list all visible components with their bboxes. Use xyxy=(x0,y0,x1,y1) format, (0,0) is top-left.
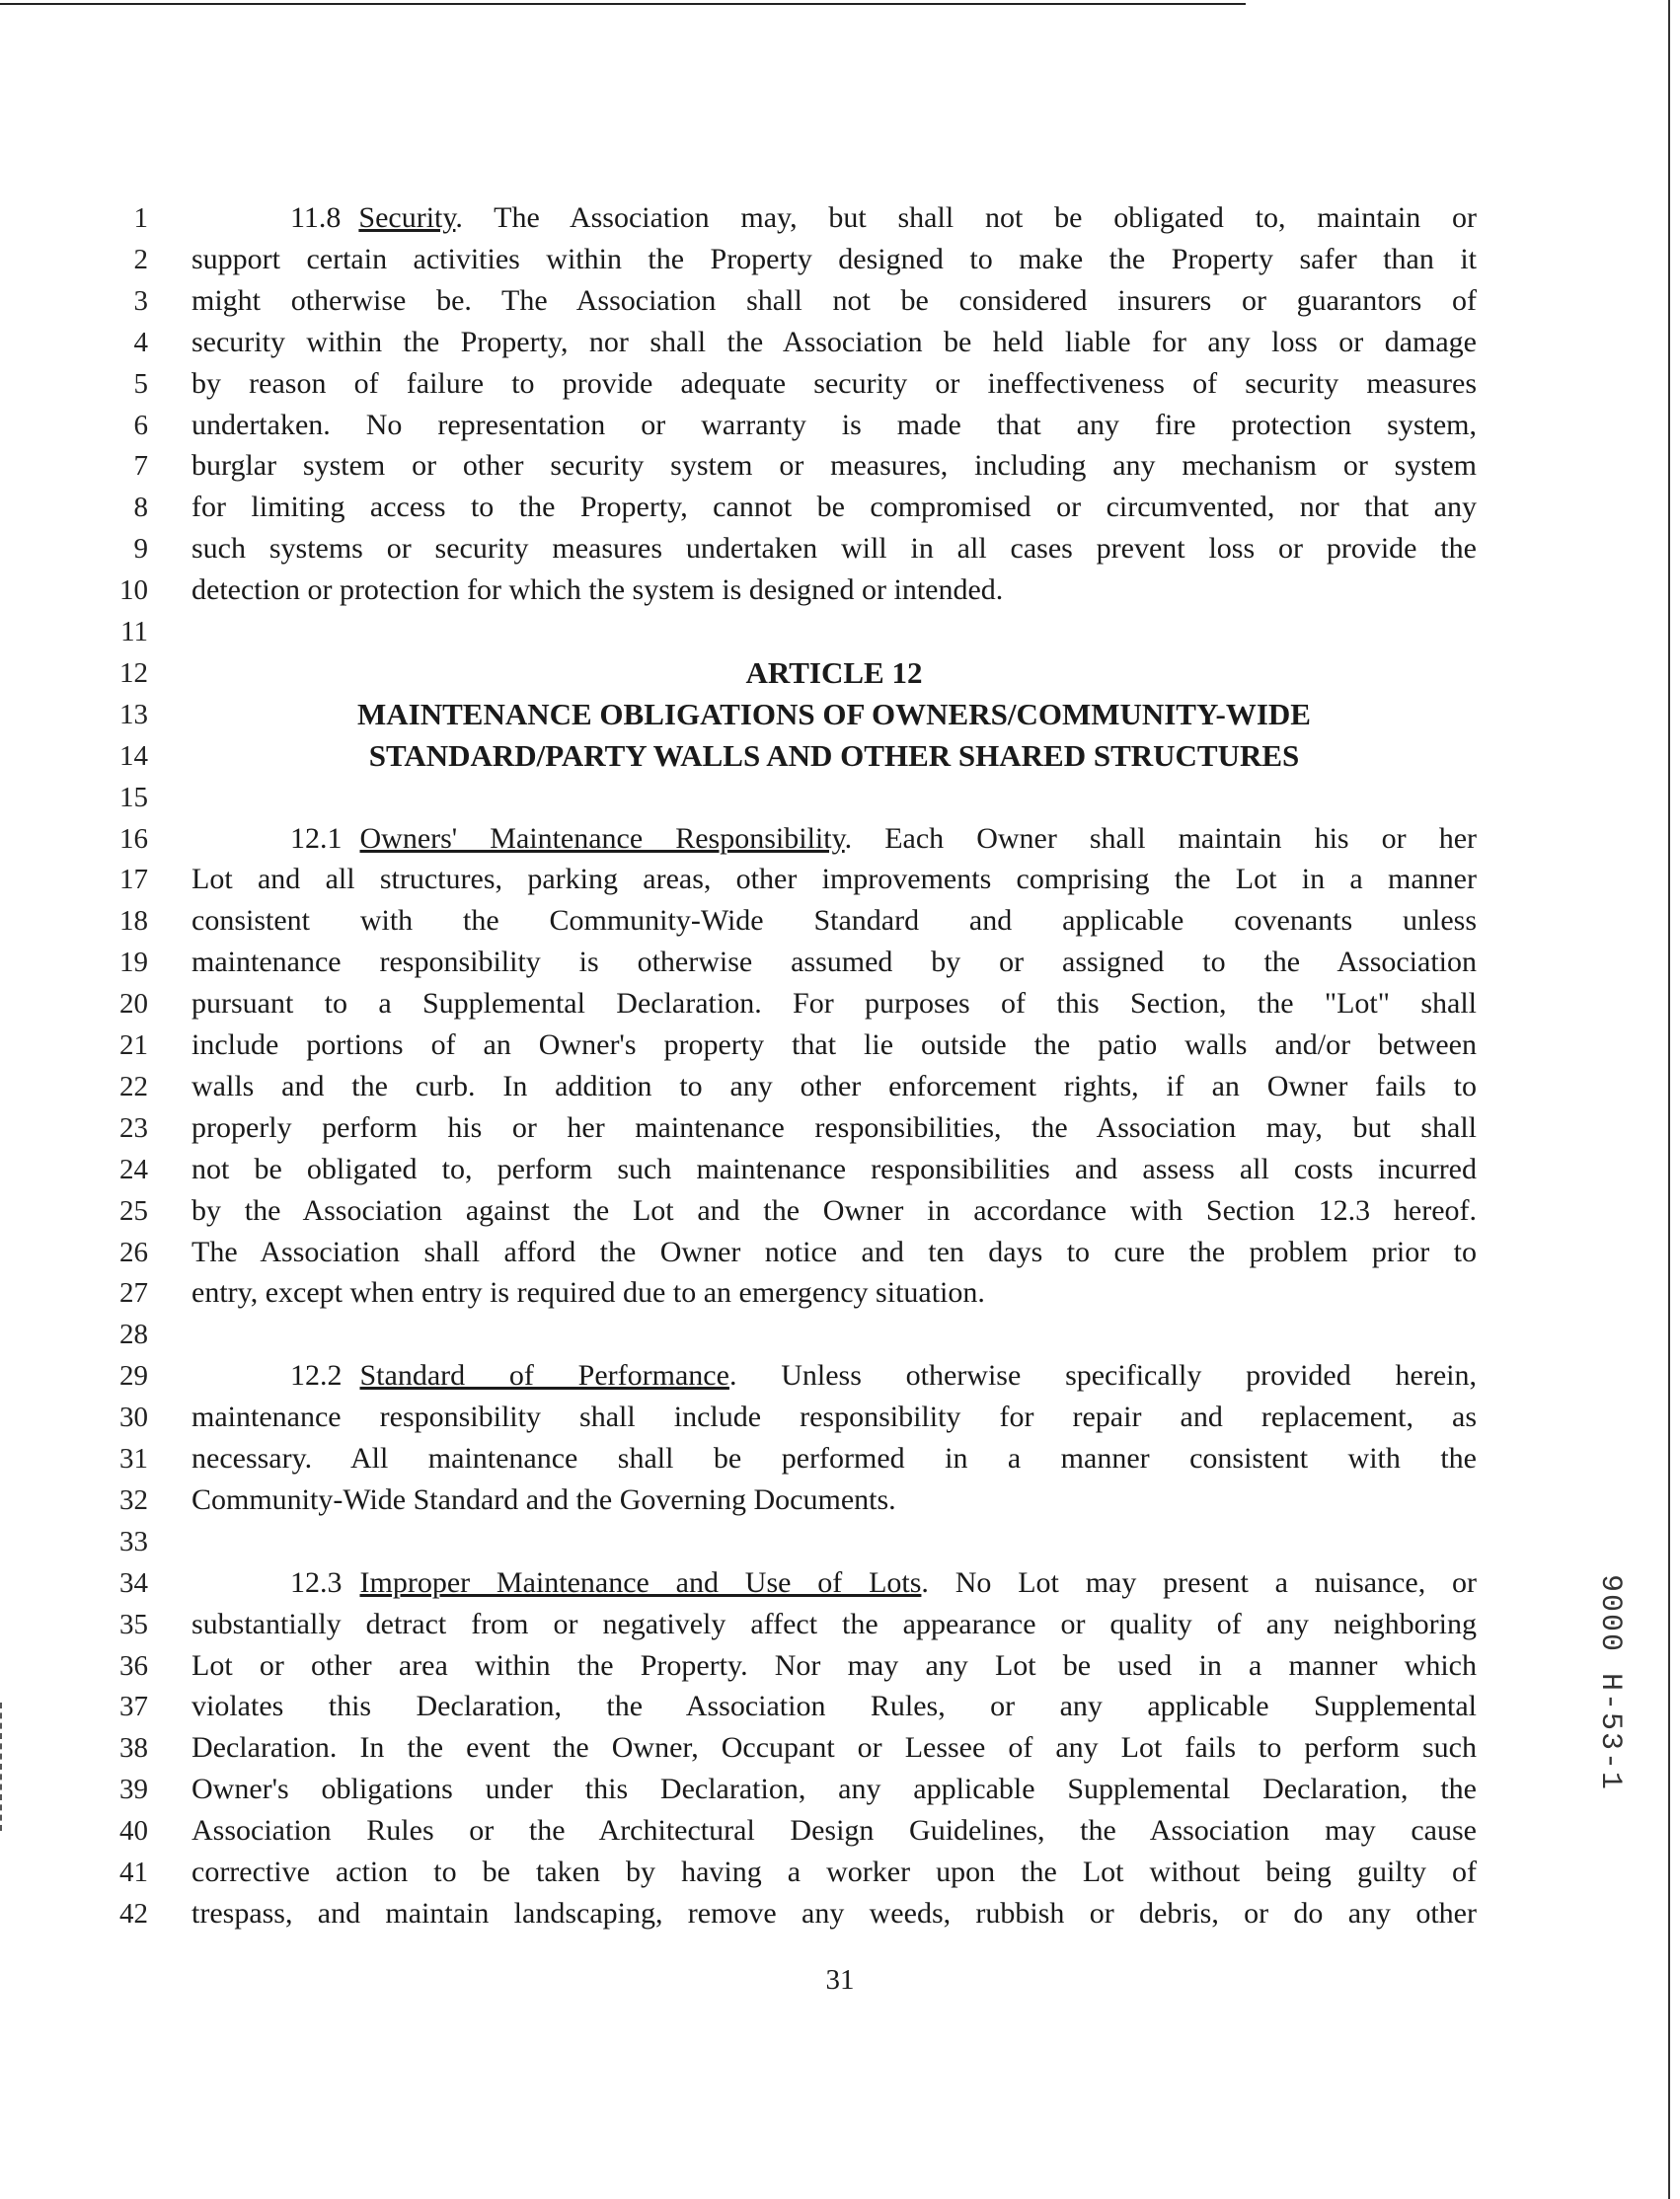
document-line xyxy=(0,1727,1680,1769)
line-number: 7 xyxy=(133,450,148,483)
page-number: 31 xyxy=(825,1964,855,1996)
section-title: Owners' Maintenance Responsibility xyxy=(359,821,845,855)
line-number: 9 xyxy=(133,533,148,566)
article-heading: MAINTENANCE OBLIGATIONS OF OWNERS/COMMUNITY-WIDE xyxy=(357,696,1311,731)
document-line xyxy=(0,569,1680,611)
body-text: The Association shall afford the Owner notice and ten days to cure the problem prior to xyxy=(191,1235,1477,1268)
line-number: 23 xyxy=(119,1111,148,1144)
line-number: 40 xyxy=(119,1815,148,1848)
line-number: 20 xyxy=(119,988,148,1021)
document-line xyxy=(0,818,1680,860)
document-line xyxy=(0,1438,1680,1479)
document-line xyxy=(0,1024,1680,1066)
section-number: 12.2 xyxy=(290,1359,343,1393)
section-number: 12.3 xyxy=(290,1565,343,1599)
line-number: 42 xyxy=(119,1897,148,1930)
body-text: entry, except when entry is required due to an emergency situation. xyxy=(191,1276,985,1310)
line-number: 34 xyxy=(119,1566,148,1599)
line-number: 26 xyxy=(119,1236,148,1268)
section-number: 11.8 xyxy=(290,201,342,234)
body-text: not be obligated to, perform such maintenance responsibilities and assess all costs incurred xyxy=(191,1152,1477,1185)
document-line xyxy=(0,777,1680,818)
body-text: might otherwise be. The Association shall not be considered insurers or guarantors of xyxy=(191,283,1477,317)
margin-stamp xyxy=(1581,1574,1637,1811)
document-line xyxy=(0,1852,1680,1893)
body-text: walls and the curb. In addition to any other enforcement rights, if an Owner fails to xyxy=(191,1069,1477,1102)
document-line xyxy=(0,983,1680,1024)
body-text: support certain activities within the Property designed to make the Property safer than it xyxy=(191,242,1477,275)
section-text: . No Lot may present a nuisance, or xyxy=(921,1565,1477,1599)
document-line xyxy=(0,1397,1680,1438)
document-line xyxy=(0,1604,1680,1645)
section-title: Improper Maintenance and Use of Lots xyxy=(359,1565,922,1599)
line-number: 15 xyxy=(119,781,148,813)
document-line xyxy=(0,239,1680,280)
line-number: 39 xyxy=(119,1774,148,1806)
document-line xyxy=(0,1893,1680,1934)
document-line xyxy=(0,1769,1680,1810)
article-heading: ARTICLE 12 xyxy=(745,654,923,690)
section-text: . The Association may, but shall not be obligated to, maintain or xyxy=(455,201,1477,234)
line-number: 5 xyxy=(133,367,148,400)
document-line xyxy=(0,1314,1680,1355)
line-number: 3 xyxy=(133,284,148,317)
body-text: consistent with the Community-Wide Standard and applicable covenants unless xyxy=(191,904,1477,938)
body-text: Lot or other area within the Property. Nor may any Lot be used in a manner which xyxy=(191,1648,1477,1682)
document-line xyxy=(0,1355,1680,1397)
line-number: 18 xyxy=(119,905,148,938)
document-line xyxy=(0,1686,1680,1727)
document-line xyxy=(0,1645,1680,1687)
line-number: 35 xyxy=(119,1608,148,1640)
line-number: 12 xyxy=(119,656,148,689)
document-line xyxy=(0,1066,1680,1107)
body-text: Owner's obligations under this Declaration, any applicable Supplemental Declaration, the xyxy=(191,1773,1477,1806)
line-number: 16 xyxy=(119,822,148,855)
document-line xyxy=(0,197,1680,239)
section-first-line xyxy=(290,818,1477,860)
document-line xyxy=(0,487,1680,528)
body-text: include portions of an Owner's property that lie outside the patio walls and/or between xyxy=(191,1028,1477,1061)
document-line xyxy=(0,1272,1680,1314)
line-number: 1 xyxy=(133,202,148,234)
body-text: maintenance responsibility is otherwise assumed by or assigned to the Association xyxy=(191,946,1477,979)
line-number: 32 xyxy=(119,1483,148,1516)
body-text: maintenance responsibility shall include responsibility for repair and replacement, as xyxy=(191,1401,1477,1434)
line-number: 13 xyxy=(119,698,148,730)
document-line xyxy=(0,1107,1680,1149)
document-line xyxy=(0,1149,1680,1190)
document-line xyxy=(0,280,1680,322)
section-text: . Each Owner shall maintain his or her xyxy=(844,821,1477,855)
line-number: 17 xyxy=(119,864,148,896)
section-text: . Unless otherwise specifically provided herein, xyxy=(728,1359,1477,1393)
body-text: violates this Declaration, the Association Rules, or any applicable Supplemental xyxy=(191,1690,1477,1723)
line-number: 19 xyxy=(119,947,148,979)
line-number: 14 xyxy=(119,739,148,772)
document-line xyxy=(0,405,1680,446)
document-line xyxy=(0,528,1680,569)
section-first-line xyxy=(290,1562,1477,1604)
line-number: 38 xyxy=(119,1732,148,1765)
document-line xyxy=(0,1479,1680,1521)
document-line xyxy=(0,363,1680,405)
document-line xyxy=(0,900,1680,942)
line-number: 27 xyxy=(119,1277,148,1310)
body-text: necessary. All maintenance shall be performed in a manner consistent with the xyxy=(191,1442,1477,1475)
section-title: Security xyxy=(358,201,456,234)
line-number: 8 xyxy=(133,492,148,524)
document-line xyxy=(0,735,1680,777)
body-text: by the Association against the Lot and the Owner in accordance with Section 12.3 hereof. xyxy=(191,1193,1477,1227)
body-text: Community-Wide Standard and the Governing Documents. xyxy=(191,1482,896,1516)
body-text: properly perform his or her maintenance responsibilities, the Association may, but shall xyxy=(191,1110,1477,1144)
document-line xyxy=(0,942,1680,983)
document-line xyxy=(0,652,1680,694)
line-number: 22 xyxy=(119,1070,148,1102)
body-text: corrective action to be taken by having a worker upon the Lot without being guilty of xyxy=(191,1856,1477,1888)
body-text: undertaken. No representation or warranty is made that any fire protection system, xyxy=(191,408,1477,441)
line-number: 4 xyxy=(133,326,148,358)
document-line xyxy=(0,445,1680,487)
document-line xyxy=(0,1232,1680,1273)
line-number: 30 xyxy=(119,1402,148,1434)
section-title: Standard of Performance xyxy=(359,1359,729,1393)
document-line xyxy=(0,859,1680,900)
body-text: pursuant to a Supplemental Declaration. For purposes of this Section, the "Lot" shall xyxy=(191,987,1477,1021)
body-text: security within the Property, nor shall the Association be held liable for any loss or damage xyxy=(191,325,1477,358)
margin-stamp-text: 9000 H-53-1 xyxy=(1593,1574,1627,1792)
section-number: 12.1 xyxy=(290,821,343,855)
body-text: detection or protection for which the system is designed or intended. xyxy=(191,573,1004,607)
line-number: 25 xyxy=(119,1194,148,1227)
line-number: 11 xyxy=(120,616,148,647)
body-text: by reason of failure to provide adequate security or ineffectiveness of security measures xyxy=(191,366,1477,400)
line-number: 21 xyxy=(119,1029,148,1061)
line-number: 37 xyxy=(119,1691,148,1723)
line-number: 41 xyxy=(119,1857,148,1888)
body-text: trespass, and maintain landscaping, remove any weeds, rubbish or debris, or do any other xyxy=(191,1896,1477,1930)
line-number: 31 xyxy=(119,1443,148,1475)
body-text: Declaration. In the event the Owner, Occupant or Lessee of any Lot fails to perform such xyxy=(191,1731,1477,1765)
body-text: Association Rules or the Architectural Design Guidelines, the Association may cause xyxy=(191,1814,1477,1848)
section-first-line xyxy=(290,1355,1477,1397)
line-number: 28 xyxy=(119,1319,148,1351)
document-line xyxy=(0,1810,1680,1852)
line-number: 24 xyxy=(119,1153,148,1185)
document-line xyxy=(0,1562,1680,1604)
body-text: such systems or security measures undertaken will in all cases prevent loss or provide the xyxy=(191,532,1477,566)
body-text: Lot and all structures, parking areas, other improvements comprising the Lot in a manner xyxy=(191,863,1477,896)
line-number: 10 xyxy=(119,574,148,607)
body-text: substantially detract from or negatively affect the appearance or quality of any neighboring xyxy=(191,1607,1477,1640)
line-number: 36 xyxy=(119,1649,148,1682)
article-heading: STANDARD/PARTY WALLS AND OTHER SHARED STRUCTURES xyxy=(368,737,1300,773)
section-first-line xyxy=(290,197,1477,239)
body-text: for limiting access to the Property, cannot be compromised or circumvented, nor that any xyxy=(191,491,1477,524)
line-number: 6 xyxy=(133,409,148,441)
body-text: burglar system or other security system or measures, including any mechanism or system xyxy=(191,449,1477,483)
document-line xyxy=(0,322,1680,363)
line-number: 33 xyxy=(119,1525,148,1557)
document-line xyxy=(0,611,1680,652)
line-number: 2 xyxy=(133,243,148,275)
document-line xyxy=(0,694,1680,735)
document-line xyxy=(0,1521,1680,1562)
document-line xyxy=(0,1190,1680,1232)
line-number: 29 xyxy=(119,1360,148,1393)
